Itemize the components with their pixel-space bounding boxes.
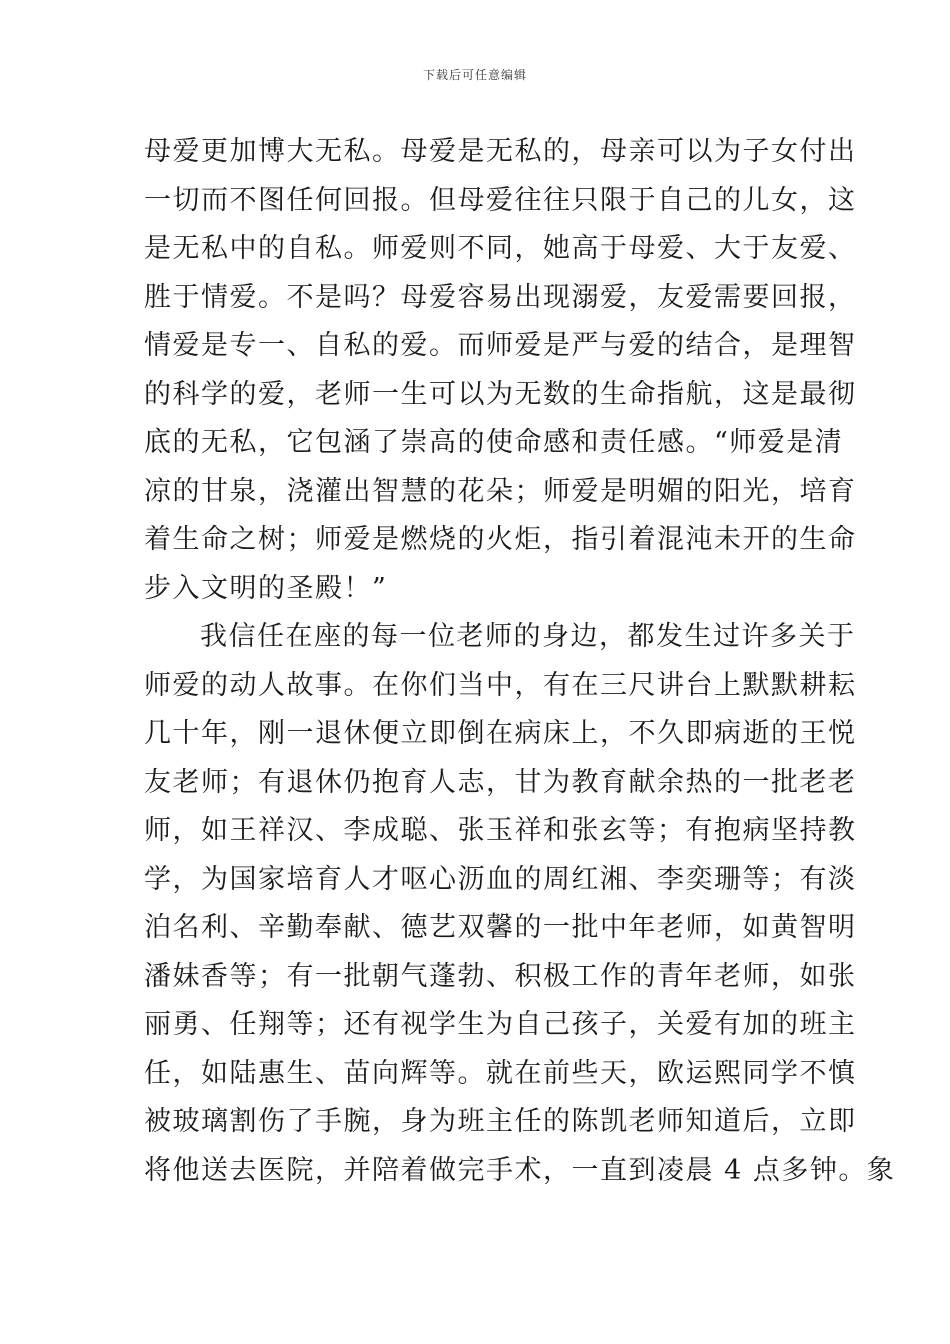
text-line: 是无私中的自私。师爱则不同，她高于母爱、大于友爱、 <box>144 233 857 264</box>
text-line: 友老师；有退休仍抱育人志，甘为教育献余热的一批老老 <box>144 766 857 798</box>
text-line: 母爱更加博大无私。母爱是无私的，母亲可以为子女付出 <box>144 136 857 167</box>
text-line: 丽勇、任翔等；还有视学生为自己孩子，关爱有加的班主 <box>144 1009 857 1040</box>
text-line: 任，如陆惠生、苗向辉等。就在前些天，欧运熙同学不慎 <box>144 1057 857 1089</box>
text-line: 凉的甘泉，浇灌出智慧的花朵；师爱是明媚的阳光，培育 <box>144 475 857 507</box>
text-line: 着生命之树；师爱是燃烧的火炬，指引着混沌未开的生命 <box>144 524 857 555</box>
text-line: 泊名利、辛勤奉献、德艺双馨的一批中年老师，如黄智明 <box>144 912 857 943</box>
text-line: 底的无私，它包涵了崇高的使命感和责任感。“师爱是清 <box>144 427 844 458</box>
page-header: 下载后可任意编辑 <box>422 68 527 82</box>
text-line: 被玻璃割伤了手腕，身为班主任的陈凯老师知道后，立即 <box>144 1106 857 1137</box>
text-line: 几十年，刚一退休便立即倒在病床上，不久即病逝的王悦 <box>144 718 857 749</box>
text-line: 的科学的爱，老师一生可以为无数的生命指航，这是最彻 <box>144 378 857 410</box>
text-line: 将他送去医院，并陪着做完手术，一直到凌晨 4 点多钟。象 <box>144 1154 896 1186</box>
text-line: 潘妹香等；有一批朝气蓬勃、积极工作的青年老师，如张 <box>144 960 857 992</box>
text-line: 师爱的动人故事。在你们当中，有在三尺讲台上默默耕耘 <box>144 669 857 701</box>
paragraph-start-line: 我信任在座的每一位老师的身边，都发生过许多关于 <box>200 621 856 652</box>
text-line: 情爱是专一、自私的爱。而师爱是严与爱的结合，是理智 <box>144 330 857 361</box>
text-line: 步入文明的圣殿！” <box>144 572 388 604</box>
body-text <box>144 128 896 1195</box>
text-line: 胜于情爱。不是吗？母爱容易出现溺爱，友爱需要回报， <box>144 281 857 313</box>
text-line: 一切而不图任何回报。但母爱往往只限于自己的儿女，这 <box>144 184 857 216</box>
text-line: 学，为国家培育人才呕心沥血的周红湘、李奕珊等；有淡 <box>144 863 857 895</box>
text-line: 师，如王祥汉、李成聪、张玉祥和张玄等；有抱病坚持教 <box>144 815 857 846</box>
